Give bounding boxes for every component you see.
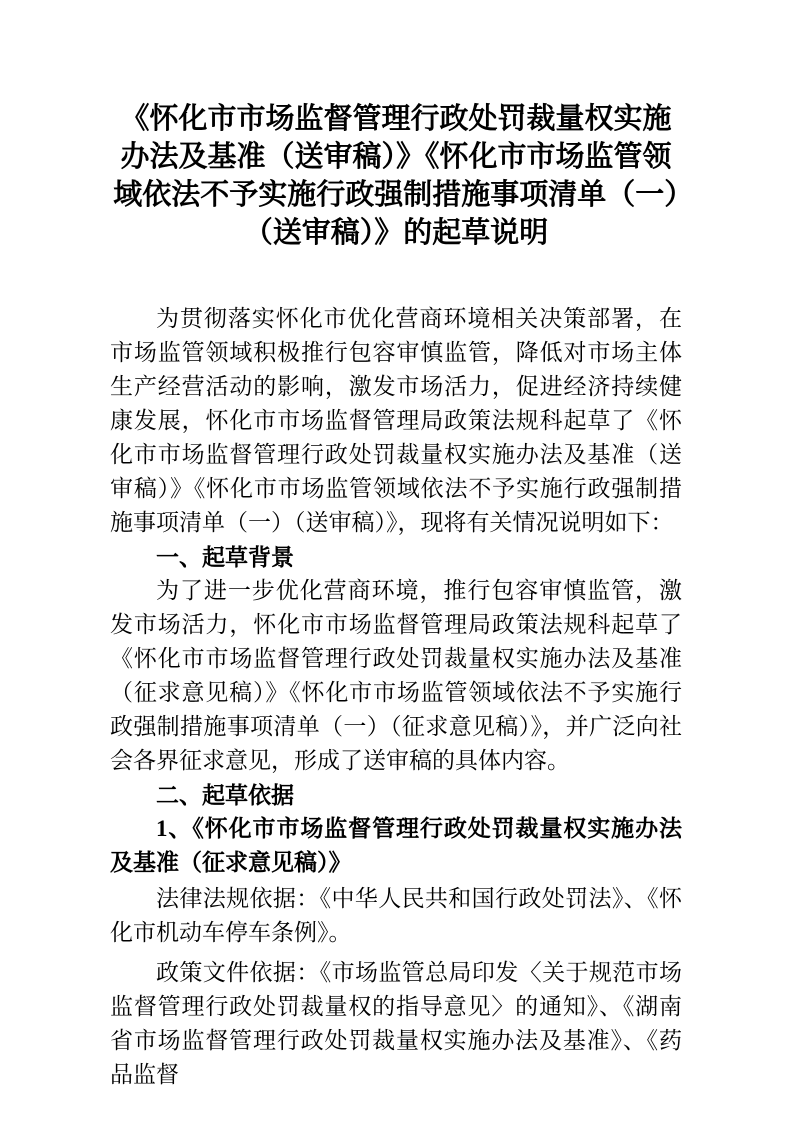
item-1-heading: 1、《怀化市市场监督管理行政处罚裁量权实施办法及基准（征求意见稿）》	[110, 816, 682, 875]
section-heading-basis: 二、起草依据	[156, 782, 294, 808]
document-title: 《怀化市市场监督管理行政处罚裁量权实施办法及基准（送审稿）》《怀化市市场监管领域依法不予实施行政强制措施事项清单（一）（送审稿）》的起草说明	[113, 103, 679, 249]
legal-basis-paragraph: 法律法规依据：《中华人民共和国行政处罚法》、《怀化市机动车停车条例》。	[110, 886, 682, 945]
intro-paragraph: 为贯彻落实怀化市优化营商环境相关决策部署，在市场监管领域积极推行包容审慎监管，降低对市场主体生产经营活动的影响，激发市场活力，促进经济持续健康发展，怀化市市场监督管理局政策法规科起草了《怀化市市场监督管理行政处罚裁量权实施办法及基准（送审稿）》《怀化市市场监管领域依法不予实施行政强制措施事项清单（一）（送审稿）》，现将有关情况说明如下：	[110, 306, 682, 535]
policy-basis-paragraph: 政策文件依据：《市场监管总局印发〈关于规范市场监督管理行政处罚裁量权的指导意见〉的通知》、《湖南省市场监督管理行政处罚裁量权实施办法及基准》、《药品监督	[110, 960, 682, 1087]
section-background-paragraph: 为了进一步优化营商环境，推行包容审慎监管，激发市场活力，怀化市市场监督管理局政策法规科起草了《怀化市市场监督管理行政处罚裁量权实施办法及基准（征求意见稿）》《怀化市市场监管领域依法不予实施行政强制措施事项清单（一）（征求意见稿）》，并广泛向社会各界征求意见，形成了送审稿的具体内容。	[110, 578, 682, 773]
section-heading-background: 一、起草背景	[156, 544, 294, 570]
